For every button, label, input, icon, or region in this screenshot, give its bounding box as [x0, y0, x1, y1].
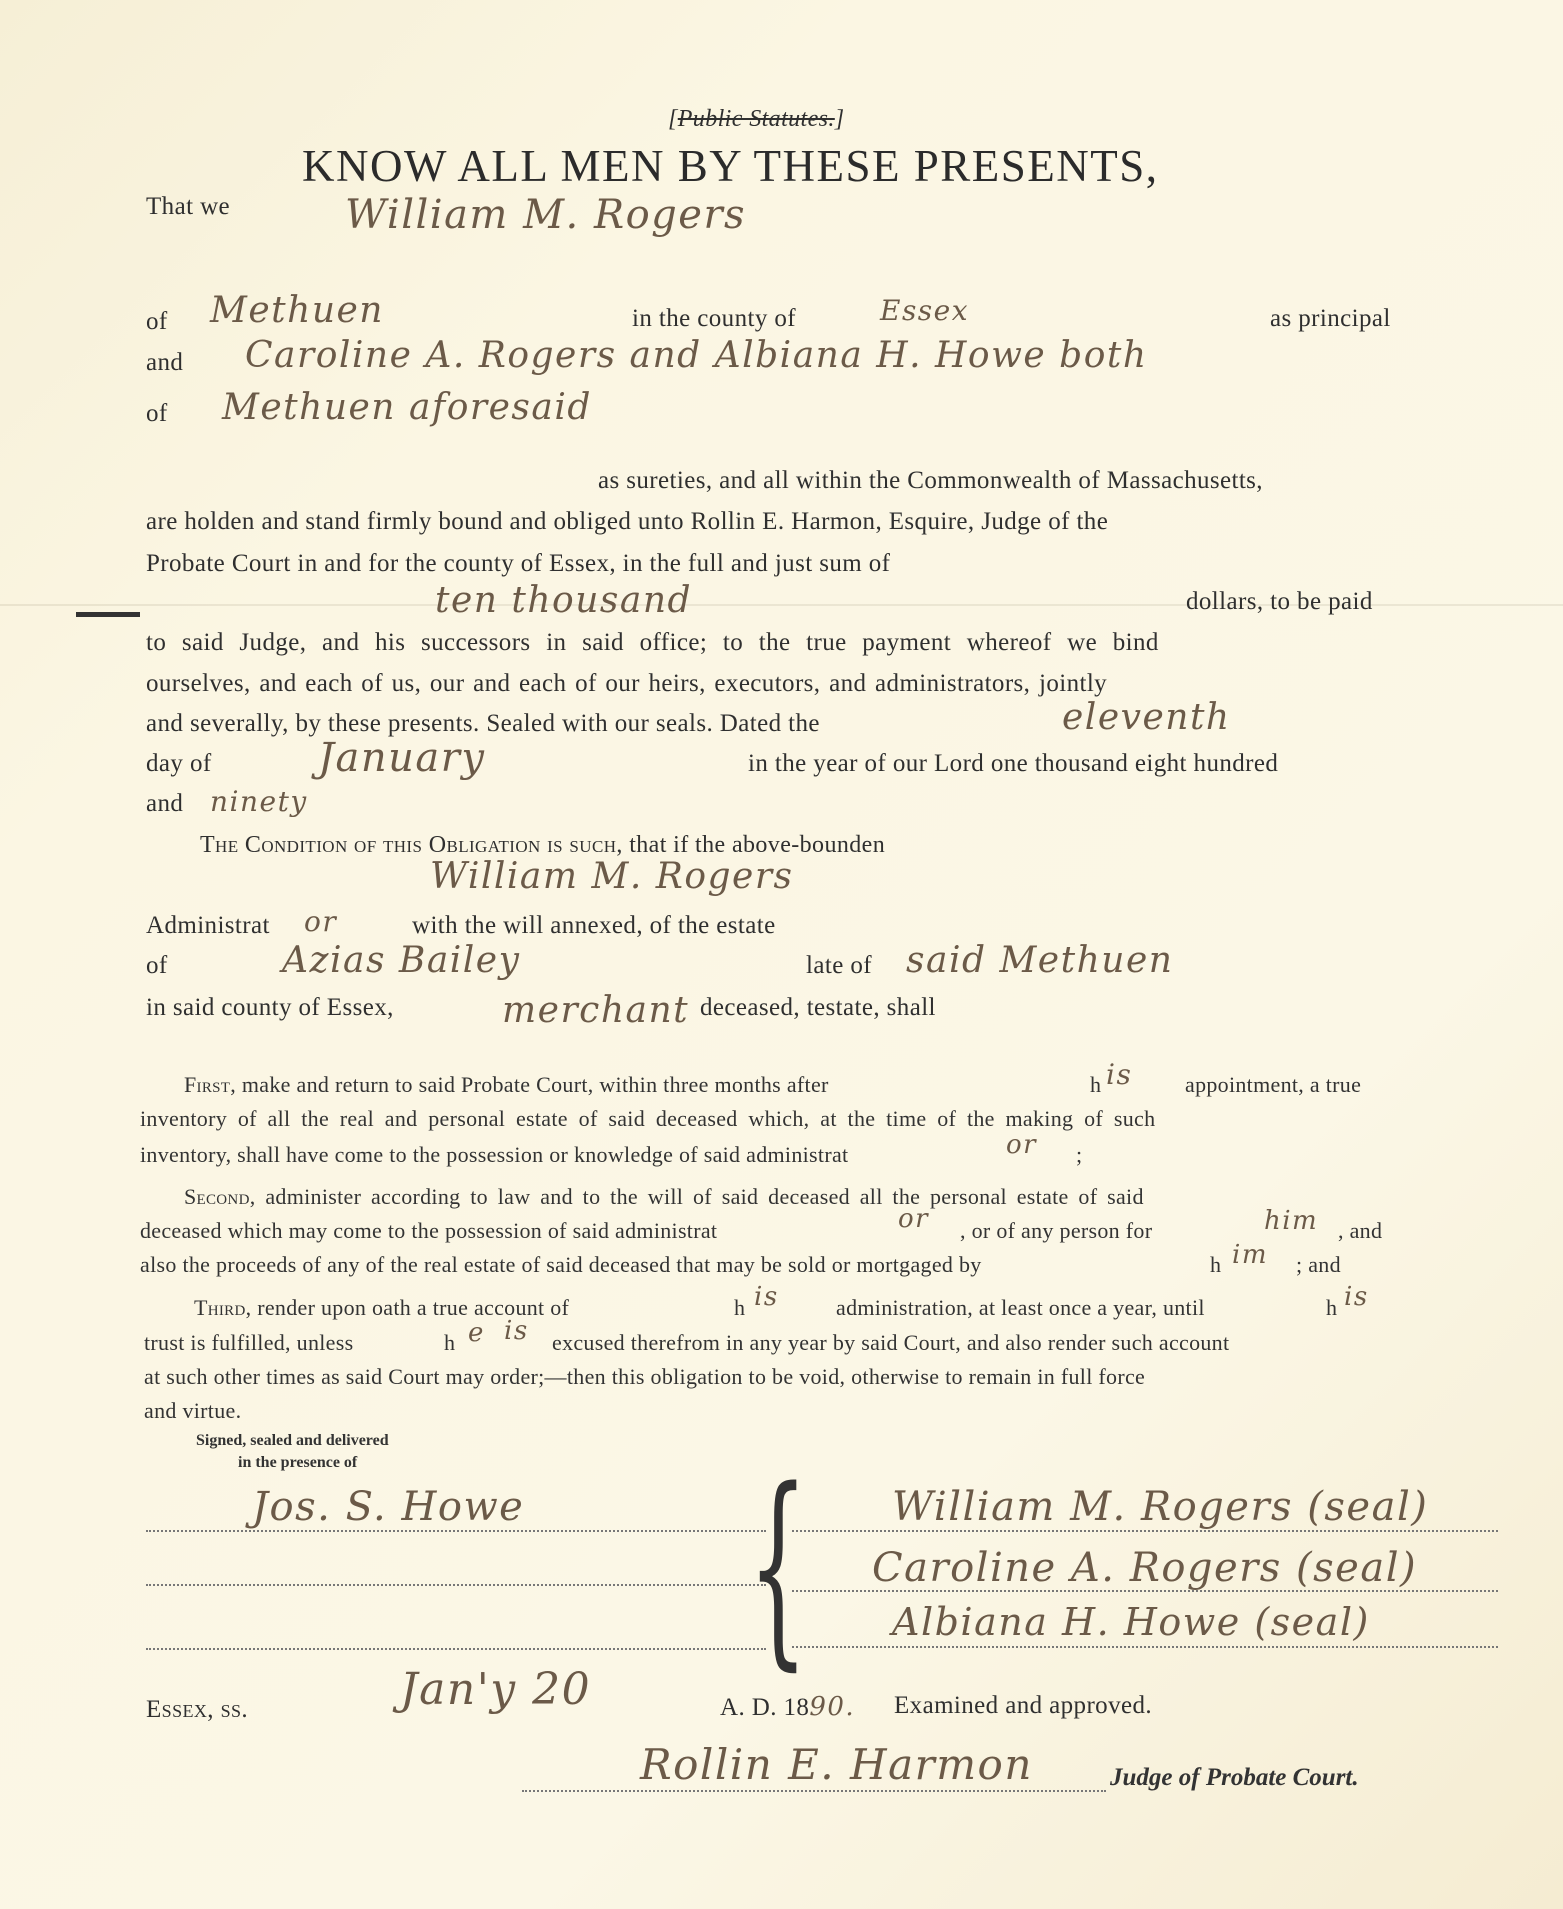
- holden-line: [146, 508, 1108, 536]
- signer-line-2: [792, 1590, 1498, 1592]
- second-line-2b: , or of any person for: [960, 1218, 1153, 1243]
- first-line-2: inventory of all the real and personal estate of said deceased which, at the time of the making of such: [140, 1106, 1156, 1131]
- ad-prefix: A. D. 18: [720, 1694, 810, 1721]
- severally-line: and severally, by these presents. Sealed with our seals. Dated the: [146, 710, 820, 737]
- first-text-1b: appointment, a true: [1185, 1072, 1362, 1097]
- second-line-2a: deceased which may come to the possession of said administrat: [140, 1218, 718, 1243]
- deceased-name-handwritten: Azias Bailey: [282, 940, 521, 981]
- second-line-3a: also the proceeds of any of the real estate of said deceased that may be sold or mortgaged by: [140, 1252, 982, 1277]
- second-l3-him: im: [1232, 1240, 1268, 1270]
- month-handwritten: January: [318, 735, 486, 781]
- of-estate-label: of: [146, 952, 168, 979]
- administrat-suffix-handwritten: or: [304, 905, 338, 938]
- presence-label: in the presence of: [238, 1454, 358, 1471]
- first-label: First,: [184, 1072, 237, 1097]
- town-handwritten: Methuen: [210, 290, 384, 331]
- third-l2-h: h: [444, 1330, 456, 1355]
- late-of-label: late of: [806, 952, 872, 979]
- third-text-1a: render upon oath a true account of: [257, 1295, 570, 1320]
- witness-signature: Jos. S. Howe: [252, 1484, 525, 1530]
- signer-signature-1: William M. Rogers (seal): [892, 1484, 1429, 1530]
- of-label-2: of: [146, 400, 168, 427]
- sum-handwritten: ten thousand: [435, 580, 693, 621]
- essex-ss-label: Essex, ss.: [146, 1696, 249, 1723]
- and-label-2: and: [146, 790, 184, 817]
- statute-reference: [668, 106, 845, 133]
- that-we-label: That we: [146, 193, 231, 220]
- third-l1-fill: is: [754, 1282, 779, 1312]
- administrat-label: Administrat: [146, 912, 270, 939]
- third-l2-e: e: [468, 1318, 485, 1348]
- sureties-town-handwritten: Methuen aforesaid: [222, 387, 592, 428]
- judge-signature: Rollin E. Harmon: [640, 1740, 1033, 1789]
- county-label: in the county of: [632, 305, 797, 332]
- year-prefix: in the year of our Lord one thousand eight hundred: [748, 750, 1279, 777]
- second-l3-h: h: [1210, 1252, 1222, 1277]
- signer-signature-2: Caroline A. Rogers (seal): [872, 1545, 1418, 1591]
- ad-year-handwritten: 90.: [809, 1692, 856, 1722]
- statute-text: Public Statutes.: [677, 106, 835, 132]
- second-l2-him: him: [1264, 1206, 1319, 1236]
- third-line-4: and virtue.: [144, 1398, 242, 1423]
- witness-line-1: [146, 1530, 766, 1532]
- second-label: Second,: [184, 1184, 256, 1209]
- first-l3-end: ;: [1076, 1142, 1083, 1167]
- sureties-line: as sureties, and all within the Commonwealth of Massachusetts,: [598, 467, 1263, 494]
- third-l2-is: is: [504, 1316, 529, 1346]
- as-principal-label: as principal: [1270, 305, 1391, 332]
- and-label-1: and: [146, 349, 184, 376]
- bracket-open: [: [668, 106, 678, 132]
- holden-text: are holden and stand firmly bound and obliged unto Rollin E. Harmon, Esquire, Judge of the: [146, 508, 1109, 535]
- witness-line-2: [146, 1584, 766, 1586]
- signer-signature-3: Albiana H. Howe (seal): [892, 1600, 1370, 1644]
- approval-date-handwritten: Jan'y 20: [400, 1664, 592, 1715]
- first-line-1: [184, 1072, 829, 1098]
- county-handwritten: Essex: [880, 294, 970, 327]
- signature-brace: {: [748, 1444, 809, 1689]
- second-text-1: administer according to law and to the will of said deceased all the personal estate of said: [265, 1184, 1144, 1209]
- third-label: Third,: [194, 1295, 252, 1320]
- second-l3-end: ; and: [1296, 1252, 1341, 1277]
- of-label-1: of: [146, 308, 168, 335]
- judge-title: Judge of Probate Court.: [1110, 1764, 1359, 1791]
- document-title: KNOW ALL MEN BY THESE PRESENTS,: [302, 141, 1159, 191]
- first-text-1a: make and return to said Probate Court, within three months after: [241, 1072, 829, 1097]
- late-town-handwritten: said Methuen: [906, 940, 1174, 981]
- ad-label: [720, 1692, 855, 1722]
- first-line-3: [140, 1142, 848, 1168]
- condition-lead: The Condition of this Obligation is such,: [200, 832, 623, 858]
- condition-rest: that if the above-bounden: [629, 832, 886, 858]
- second-line-2c: , and: [1338, 1218, 1383, 1243]
- third-line-2b: excused therefrom in any year by said Court, and also render such account: [552, 1330, 1230, 1355]
- year-handwritten: ninety: [210, 785, 308, 818]
- bracket-close: ]: [834, 106, 845, 132]
- occupation-handwritten: merchant: [502, 990, 690, 1031]
- signed-label: Signed, sealed and delivered: [196, 1432, 389, 1449]
- probate-line: Probate Court in and for the county of Essex, in the full and just sum of: [146, 550, 891, 577]
- ourselves-line: ourselves, and each of us, our and each of our heirs, executors, and administrators, jointly: [146, 670, 1108, 697]
- judge-line: to said Judge, and his successors in said office; to the true payment whereof we bind: [146, 629, 1159, 656]
- in-said-county-label: in said county of Essex,: [146, 994, 394, 1021]
- first-l3-fill: or: [1006, 1130, 1038, 1160]
- third-line-3: at such other times as said Court may order;—then this obligation to be void, otherwise to remain in full force: [144, 1364, 1146, 1389]
- deceased-testate-label: deceased, testate, shall: [700, 994, 936, 1021]
- first-h1-fill: is: [1106, 1058, 1133, 1091]
- sureties-handwritten: Caroline A. Rogers and Albiana H. Howe both: [245, 335, 1148, 376]
- second-l2-fill: or: [898, 1204, 930, 1234]
- margin-dash-mark: [76, 612, 140, 617]
- principal-name-handwritten: William M. Rogers: [345, 192, 747, 238]
- dollars-label: dollars, to be paid: [1186, 588, 1373, 615]
- condition-line: [200, 832, 885, 859]
- signer-line-3: [792, 1646, 1498, 1648]
- third-l1-h2: h: [1326, 1295, 1338, 1320]
- examined-label: Examined and approved.: [894, 1692, 1153, 1719]
- signer-line-1: [792, 1530, 1498, 1532]
- third-line-1b: administration, at least once a year, until: [836, 1295, 1205, 1320]
- first-h1: h: [1090, 1072, 1102, 1097]
- day-handwritten: eleventh: [1062, 697, 1231, 738]
- day-of-label: day of: [146, 750, 212, 777]
- second-line-1: [184, 1184, 1144, 1210]
- judge-signature-line: [522, 1790, 1106, 1792]
- administrator-name-handwritten: William M. Rogers: [430, 856, 794, 897]
- third-l1-h: h: [734, 1295, 746, 1320]
- third-line-2a: trust is fulfilled, unless: [144, 1330, 354, 1355]
- first-text-3: inventory, shall have come to the possession or knowledge of said administrat: [140, 1142, 849, 1167]
- witness-line-3: [146, 1648, 766, 1650]
- third-l1-fill2: is: [1344, 1282, 1369, 1312]
- with-will-label: with the will annexed, of the estate: [412, 912, 776, 939]
